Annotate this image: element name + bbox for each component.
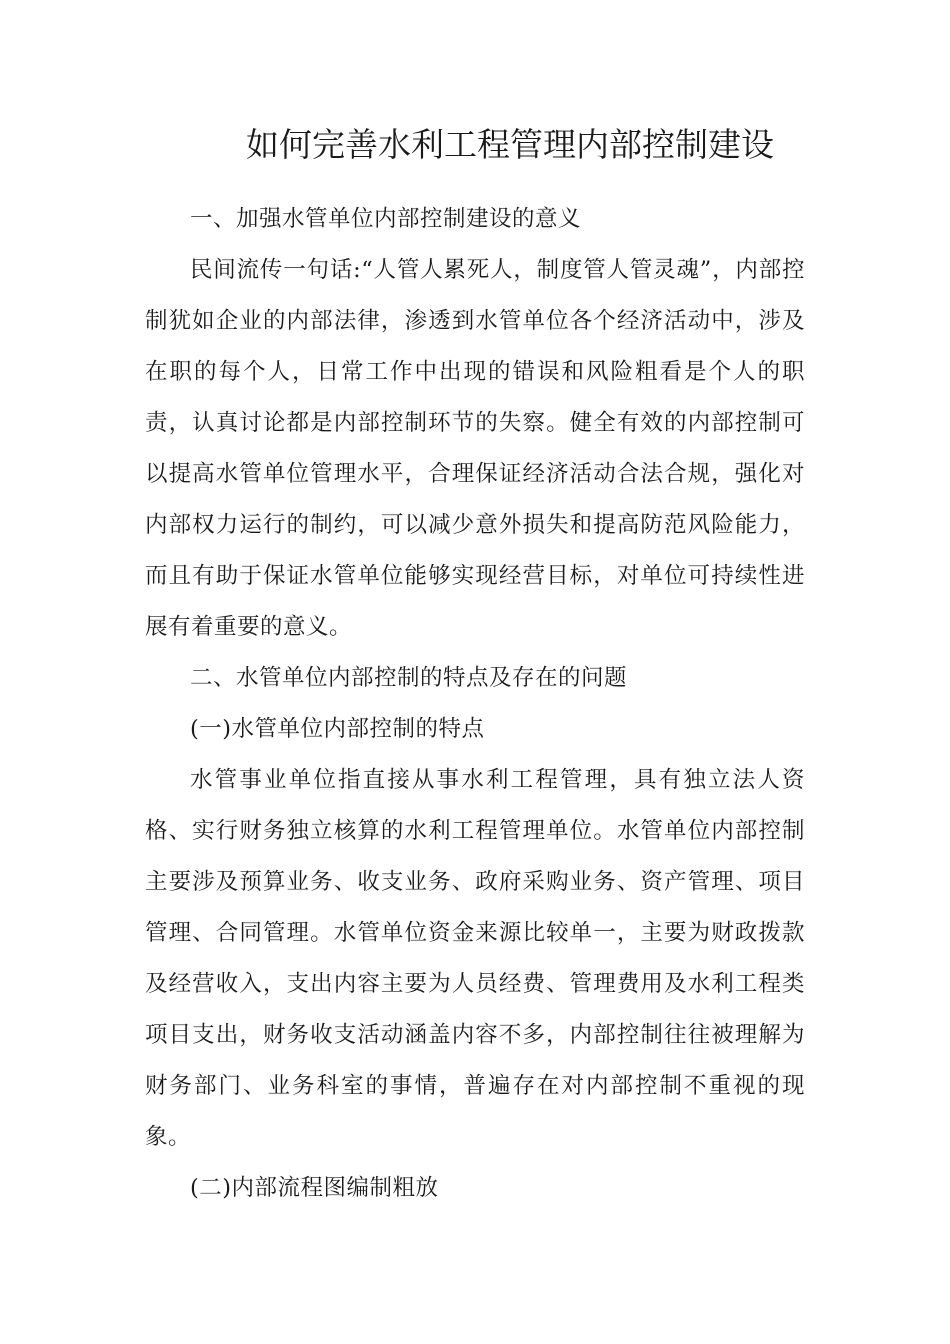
subsection-heading-2: (二)内部流程图编制粗放 (190, 1175, 439, 1201)
subsection-heading-1: (一)水管单位内部控制的特点 (190, 716, 485, 742)
document-title: 如何完善水利工程管理内部控制建设 (246, 125, 774, 164)
paragraph-characteristics: 水管事业单位指直接从事水利工程管理，具有独立法人资格、实行财务独立核算的水利工程管理单位。水管单位内部控制主要涉及预算业务、收支业务、政府采购业务、资产管理、项目管理、合同管理。水管单位资金来源比较单一，主要为财政拨款及经营收入，支出内容主要为人员经费、管理费用及水利工程类项目支出，财务收支活动涵盖内容不多，内部控制往往被理解为财务部门、业务科室的事情，普遍存在对内部控制不重视的现象。 (145, 767, 805, 1150)
section-heading-2: 二、水管单位内部控制的特点及存在的问题 (190, 665, 628, 691)
section-heading-1: 一、加强水管单位内部控制建设的意义 (190, 206, 582, 232)
paragraph-significance: 民间流传一句话:“人管人累死人，制度管人管灵魂”，内部控制犹如企业的内部法律，渗透到水管单位各个经济活动中，涉及在职的每个人，日常工作中出现的错误和风险粗看是个人的职责，认真讨论都是内部控制环节的失察。健全有效的内部控制可以提高水管单位管理水平，合理保证经济活动合法合规，强化对内部权力运行的制约，可以减少意外损失和提高防范风险能力，而且有助于保证水管单位能够实现经营目标，对单位可持续性进展有着重要的意义。 (145, 257, 805, 640)
document-body (145, 194, 805, 1214)
